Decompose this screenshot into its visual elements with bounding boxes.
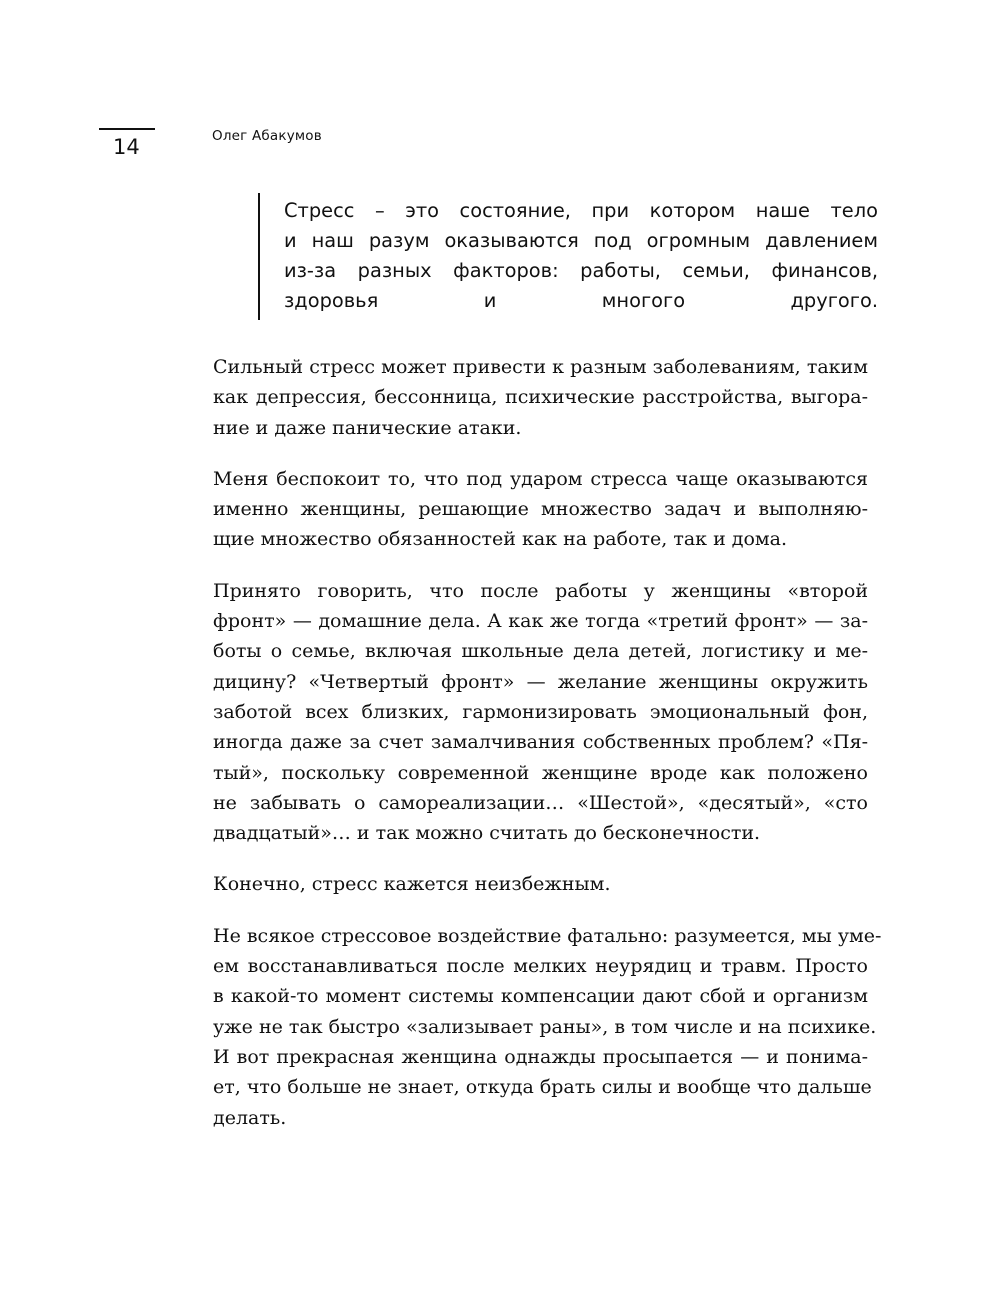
text-line: Принято говорить, что после работы у женщины «второй <box>213 579 868 602</box>
text-line: иногда даже за счет замалчивания собственных проблем? «Пя- <box>213 731 868 754</box>
text-line: ет, что больше не знает, откуда брать силы и вообще что дальше <box>213 1076 872 1099</box>
quote-line: и наш разум оказываются под огромным давлением <box>284 229 878 252</box>
body-text <box>213 352 882 1154</box>
running-head-author: Олег Абакумов <box>212 128 322 144</box>
paragraph-3 <box>213 576 868 849</box>
page-number: 14 <box>113 135 140 159</box>
pull-quote <box>258 193 878 320</box>
text-line: как депрессия, бессонница, психические расстройства, выгора- <box>213 386 868 409</box>
quote-line: из-за разных факторов: работы, семьи, финансов, <box>284 259 878 282</box>
text-line: дицину? «Четвертый фронт» — желание женщины окружить <box>213 670 868 693</box>
text-line: не забывать о самореализации… «Шестой», «десятый», «сто <box>213 791 868 814</box>
text-line: тый», поскольку современной женщине вроде как положено <box>213 761 868 784</box>
text-line: Сильный стресс может привести к разным заболеваниям, таким <box>213 356 868 378</box>
text-line: ем восстанавливаться после мелких неурядиц и травм. Просто <box>213 955 868 978</box>
text-line: щие множество обязанностей как на работе, так и дома. <box>213 528 788 551</box>
text-line: заботой всех близких, гармонизировать эмоциональный фон, <box>213 700 868 723</box>
paragraph-5 <box>213 921 882 1133</box>
text-line: в какой-то момент системы компенсации дают сбой и организм <box>213 985 868 1008</box>
quote-line: Стресс – это состояние, при котором наше тело <box>284 199 878 222</box>
text-line: И вот прекрасная женщина однажды просыпается — и понима- <box>213 1045 868 1068</box>
text-line: Конечно, стресс кажется неизбежным. <box>213 873 611 896</box>
text-line: двадцатый»… и так можно считать до бесконечности. <box>213 822 761 845</box>
text-line: фронт» — домашние дела. А как же тогда «третий фронт» — за- <box>213 610 868 633</box>
text-line: уже не так быстро «зализывает раны», в том числе и на психике. <box>213 1015 877 1038</box>
page-number-rule <box>99 128 155 130</box>
text-line: именно женщины, решающие множество задач и выполняю- <box>213 498 868 521</box>
text-line: Не всякое стрессовое воздействие фатально: разумеется, мы уме- <box>213 924 882 947</box>
text-line: боты о семье, включая школьные дела детей, логистику и ме- <box>213 640 868 663</box>
quote-line: здоровья и многого другого. <box>284 289 878 312</box>
paragraph-2 <box>213 464 868 555</box>
paragraph-1 <box>213 352 868 443</box>
text-line: Меня беспокоит то, что под ударом стресса чаще оказываются <box>213 467 868 490</box>
text-line: делать. <box>213 1106 287 1129</box>
paragraph-4 <box>213 869 868 899</box>
text-line: ние и даже панические атаки. <box>213 416 522 439</box>
